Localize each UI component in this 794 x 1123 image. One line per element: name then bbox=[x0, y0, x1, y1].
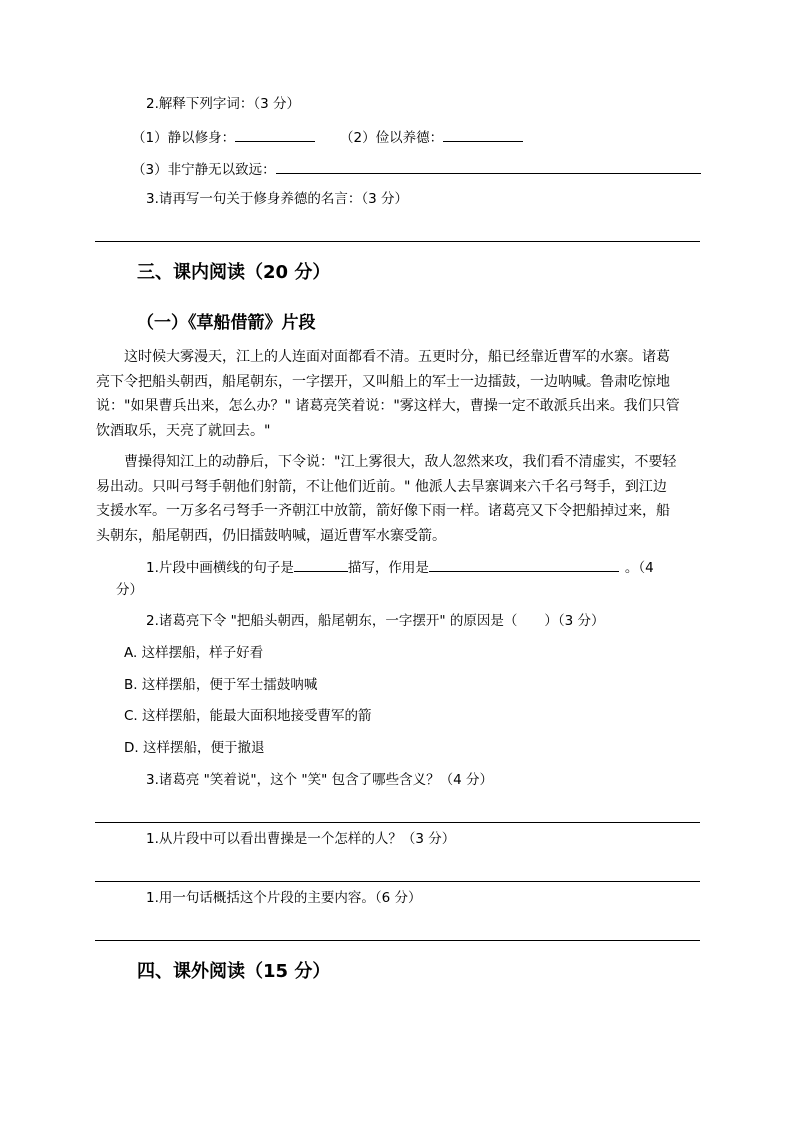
passage-line: 支援水军。一万多名弓弩手一齐朝江中放箭，箭好像下雨一样。诸葛亮又下令把船掉过来，船 bbox=[96, 503, 670, 519]
section-3-heading: 三、课内阅读（20 分） bbox=[137, 262, 331, 283]
answer-line[interactable] bbox=[95, 822, 700, 823]
q1-blank-a[interactable] bbox=[294, 557, 348, 572]
question-1 bbox=[146, 557, 654, 577]
question-2-item-3 bbox=[132, 159, 701, 179]
option-d[interactable]: D. 这样摆船，便于撤退 bbox=[124, 740, 265, 756]
section-4-heading: 四、课外阅读（15 分） bbox=[137, 961, 331, 982]
q1-blank-b[interactable] bbox=[429, 557, 619, 572]
passage-line: 这时候大雾漫天，江上的人连面对面都看不清。五更时分，船已经靠近曹军的水寨。诸葛 bbox=[124, 349, 670, 365]
passage-line: 曹操得知江上的动静后，下令说："江上雾很大，敌人忽然来攻，我们看不清虚实，不要轻 bbox=[124, 454, 677, 470]
question-5: 1.用一句话概括这个片段的主要内容。（6 分） bbox=[146, 890, 422, 906]
answer-line[interactable] bbox=[95, 241, 700, 242]
q1-text-a: 1.片段中画横线的句子是 bbox=[146, 560, 294, 576]
answer-line[interactable] bbox=[95, 940, 700, 941]
question-4: 1.从片段中可以看出曹操是一个怎样的人？（3 分） bbox=[146, 831, 456, 847]
question-1-continued: 分） bbox=[116, 582, 143, 598]
item-3-label: （3）非宁静无以致远： bbox=[132, 162, 276, 178]
passage-line: 饮酒取乐，天亮了就回去。" bbox=[96, 423, 271, 439]
answer-blank-1[interactable] bbox=[235, 127, 315, 142]
subsection-1-heading: （一）《草船借箭》片段 bbox=[137, 313, 316, 333]
option-b[interactable]: B. 这样摆船，便于军士擂鼓呐喊 bbox=[124, 677, 318, 693]
passage-line: 亮下令把船头朝西，船尾朝东，一字摆开，又叫船上的军士一边擂鼓，一边呐喊。鲁肃吃惊地 bbox=[96, 374, 670, 390]
passage-line: 头朝东，船尾朝西，仍旧擂鼓呐喊，逼近曹军水寨受箭。 bbox=[96, 528, 446, 544]
q1-text-c: 。（4 bbox=[624, 560, 654, 576]
question-3-prompt: 3.请再写一句关于修身养德的名言：（3 分） bbox=[146, 191, 409, 207]
answer-line[interactable] bbox=[95, 881, 700, 882]
q1-text-b: 描写，作用是 bbox=[347, 560, 429, 576]
option-a[interactable]: A. 这样摆船，样子好看 bbox=[124, 645, 264, 661]
item-2-label: （2）俭以养德： bbox=[340, 130, 444, 146]
question-2-item-1 bbox=[132, 127, 315, 147]
question-2: 2.诸葛亮下令 "把船头朝西，船尾朝东，一字摆开" 的原因是（ ）（3 分） bbox=[146, 613, 605, 629]
answer-blank-2[interactable] bbox=[443, 127, 523, 142]
item-1-label: （1）静以修身： bbox=[132, 130, 236, 146]
passage-line: 易出动。只叫弓弩手朝他们射箭，不让他们近前。" 他派人去旱寨调来六千名弓弩手，到江边 bbox=[96, 479, 667, 495]
passage-line: 说："如果曹兵出来，怎么办？" 诸葛亮笑着说："雾这样大，曹操一定不敢派兵出来。我们只管 bbox=[96, 398, 680, 414]
question-3: 3.诸葛亮 "笑着说"，这个 "笑" 包含了哪些含义？（4 分） bbox=[146, 772, 493, 788]
question-2-prompt: 2.解释下列字词：（3 分） bbox=[146, 96, 301, 112]
question-2-item-2 bbox=[340, 127, 523, 147]
answer-blank-3[interactable] bbox=[276, 159, 701, 174]
option-c[interactable]: C. 这样摆船，能最大面积地接受曹军的箭 bbox=[124, 708, 372, 724]
